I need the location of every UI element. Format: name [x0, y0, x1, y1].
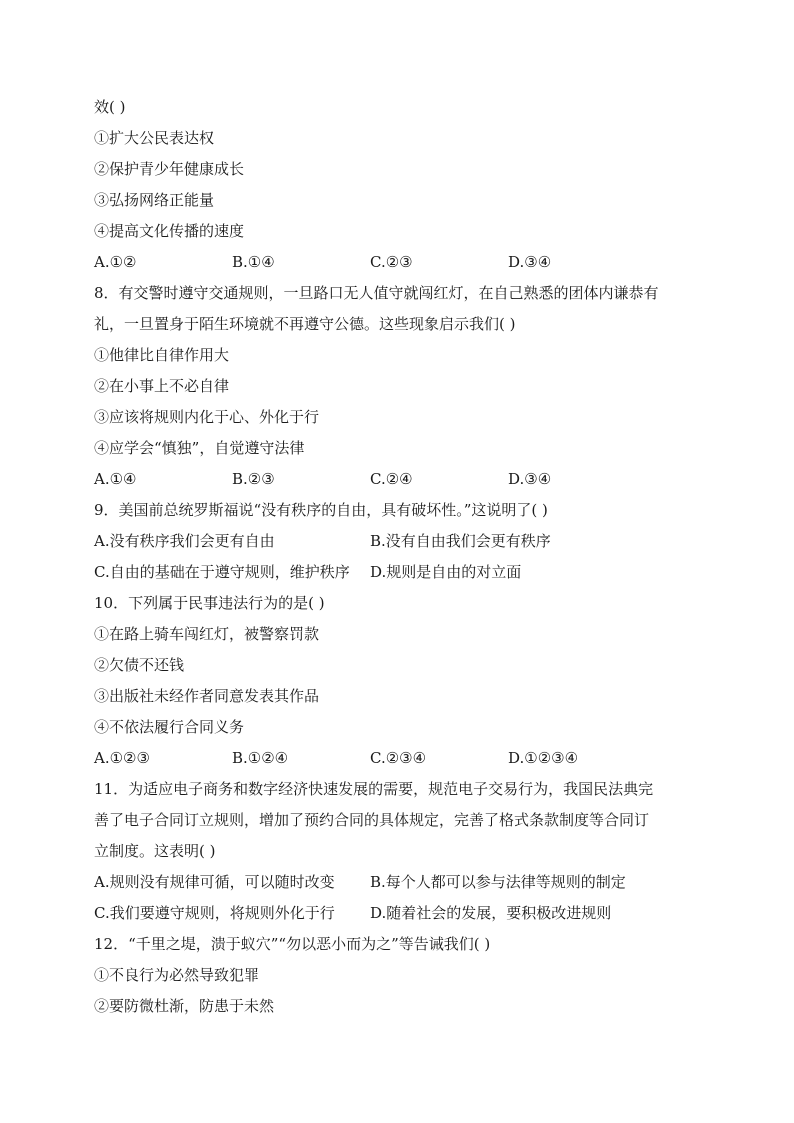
q7-stem-tail: 效( ): [94, 98, 126, 116]
q7-option-d: D.③④: [508, 253, 552, 271]
q11-option-b: B.每个人都可以参与法律等规则的制定: [370, 873, 626, 891]
q9-options-row-2: [94, 557, 706, 588]
q10-option-a: A.①②③: [94, 749, 150, 767]
q12-stem: 12．“千里之堤，溃于蚁穴”“勿以恶小而为之”等告诫我们( ): [94, 935, 491, 953]
q10-item-3: ③出版社未经作者同意发表其作品: [94, 687, 320, 705]
q10-option-d: D.①②③④: [508, 749, 579, 767]
q10-option-c: C.②③④: [370, 749, 427, 767]
q7-item-3: ③弘扬网络正能量: [94, 191, 215, 209]
q11-stem-line-1: 11．为适应电子商务和数字经济快速发展的需要，规范电子交易行为，我国民法典完: [94, 780, 654, 798]
document-page: [94, 92, 706, 1022]
q8-item-2: ②在小事上不必自律: [94, 377, 230, 395]
q8-option-c: C.②④: [370, 470, 413, 488]
q10-item-4: ④不依法履行合同义务: [94, 718, 245, 736]
q8-item-1: ①他律比自律作用大: [94, 346, 230, 364]
q8-stem-line-2: 礼，一旦置身于陌生环境就不再遵守公德。这些现象启示我们( ): [94, 315, 516, 333]
q9-option-a: A.没有秩序我们会更有自由: [94, 532, 275, 550]
q7-option-b: B.①④: [232, 253, 275, 271]
q9-option-d: D.规则是自由的对立面: [370, 563, 522, 581]
q8-stem-line-1: 8．有交警时遵守交通规则，一旦路口无人值守就闯红灯，在自己熟悉的团体内谦恭有: [94, 284, 659, 302]
q7-item-1: ①扩大公民表达权: [94, 129, 215, 147]
q11-option-c: C.我们要遵守规则，将规则外化于行: [94, 904, 335, 922]
q10-item-1: ①在路上骑车闯红灯，被警察罚款: [94, 625, 320, 643]
q8-item-3: ③应该将规则内化于心、外化于行: [94, 408, 320, 426]
q8-options: [94, 464, 706, 495]
q9-stem: 9．美国前总统罗斯福说“没有秩序的自由，具有破坏性。”这说明了( ): [94, 501, 548, 519]
q9-option-b: B.没有自由我们会更有秩序: [370, 532, 551, 550]
q11-stem-line-3: 立制度。这表明( ): [94, 842, 216, 860]
q8-option-b: B.②③: [232, 470, 275, 488]
q11-option-a: A.规则没有规律可循，可以随时改变: [94, 873, 335, 891]
q10-option-b: B.①②④: [232, 749, 289, 767]
q11-options-row-2: [94, 898, 706, 929]
q7-option-a: A.①②: [94, 253, 137, 271]
q11-options-row-1: [94, 867, 706, 898]
q7-item-2: ②保护青少年健康成长: [94, 160, 245, 178]
q12-item-1: ①不良行为必然导致犯罪: [94, 966, 260, 984]
q9-option-c: C.自由的基础在于遵守规则，维护秩序: [94, 563, 350, 581]
q12-item-2: ②要防微杜渐，防患于未然: [94, 997, 275, 1015]
q11-option-d: D.随着社会的发展，要积极改进规则: [370, 904, 612, 922]
q7-options: [94, 247, 706, 278]
q7-option-c: C.②③: [370, 253, 413, 271]
q8-option-a: A.①④: [94, 470, 137, 488]
q8-option-d: D.③④: [508, 470, 552, 488]
q10-options: [94, 743, 706, 774]
q10-stem: 10．下列属于民事违法行为的是( ): [94, 594, 325, 612]
q10-item-2: ②欠债不还钱: [94, 656, 185, 674]
q11-stem-line-2: 善了电子合同订立规则，增加了预约合同的具体规定，完善了格式条款制度等合同订: [94, 811, 650, 829]
q7-item-4: ④提高文化传播的速度: [94, 222, 245, 240]
q9-options-row-1: [94, 526, 706, 557]
q8-item-4: ④应学会“慎独”，自觉遵守法律: [94, 439, 305, 457]
